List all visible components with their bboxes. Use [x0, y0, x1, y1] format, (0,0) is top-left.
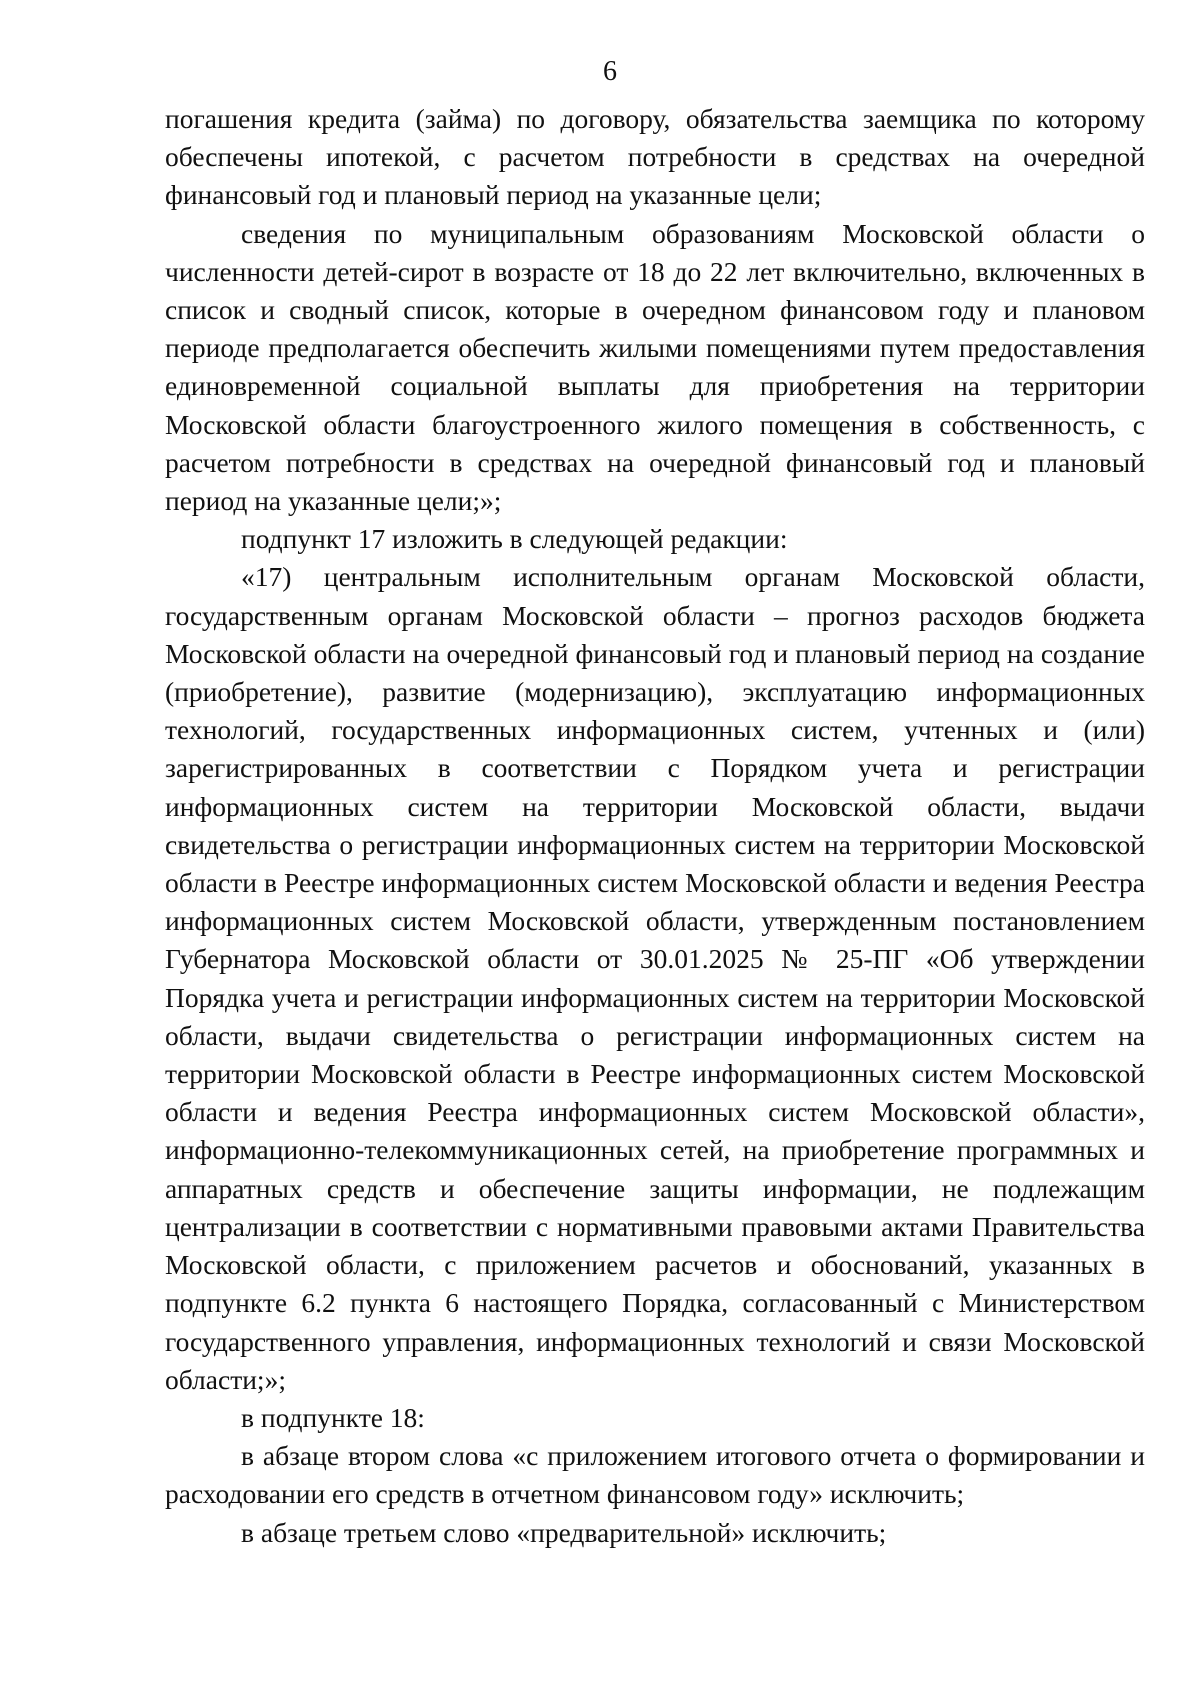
paragraph-subpoint-18-intro: в подпункте 18:	[241, 1401, 425, 1433]
paragraph-third-abzac: в абзаце третьем слово «предварительной» исключить;	[241, 1516, 887, 1548]
page-number: 6	[603, 56, 617, 87]
paragraph-orphans-info: сведения по муниципальным образованиям Московской области о численности детей-сирот в возрасте от 18 до 22 лет включительно, включенных в список и сводный список, которые в очередном финансовом году и плановом периоде предполагается обеспечить жилыми помещениями путем предоставления единовременной социальной выплаты для приобретения на территории Московской области благоустроенного жилого помещения в собственность, с расчетом потребности в средствах на очередной финансовый год и плановый период на указанные цели;»;	[165, 217, 1145, 517]
paragraph-subpoint-17-intro: подпункт 17 изложить в следующей редакции:	[241, 523, 788, 555]
paragraph-second-abzac: в абзаце втором слова «с приложением итогового отчета о формировании и расходовании его средств в отчетном финансовом году» исключить;	[165, 1440, 1145, 1510]
paragraph-subpoint-17-text: «17) центральным исполнительным органам Московской области, государственным органам Московской области – прогноз расходов бюджета Московской области на очередной финансовый год и плановый период на создание (приобретение), развитие (модернизацию), эксплуатацию информационных технологий, государственных информационных систем, учтенных и (или) зарегистрированных в соответствии с Порядком учета и регистрации информационных систем на территории Московской области, выдачи свидетельства о регистрации информационных систем на территории Московской области в Реестре информационных систем Московской области и ведения Реестра информационных систем Московской области, утвержденным постановлением Губернатора Московской области от 30.01.2025 № 25-ПГ «Об утверждении Порядка учета и регистрации информационных систем на территории Московской области, выдачи свидетельства о регистрации информационных систем на территории Московской области в Реестре информационных систем Московской области и ведения Реестра информационных систем Московской области», информационно-телекоммуникационных сетей, на приобретение программных и аппаратных средств и обеспечение защиты информации, не подлежащим централизации в соответствии с нормативными правовыми актами Правительства Московской области, с приложением расчетов и обоснований, указанных в подпункте 6.2 пункта 6 настоящего Порядка, согласованный с Министерством государственного управления, информационных технологий и связи Московской области;»;	[165, 561, 1145, 1395]
document-body	[165, 100, 1145, 1552]
paragraph-continuation: погашения кредита (займа) по договору, обязательства заемщика по которому обеспечены ипотекой, с расчетом потребности в средствах на очередной финансовый год и плановый период на указанные цели;	[165, 103, 1145, 211]
